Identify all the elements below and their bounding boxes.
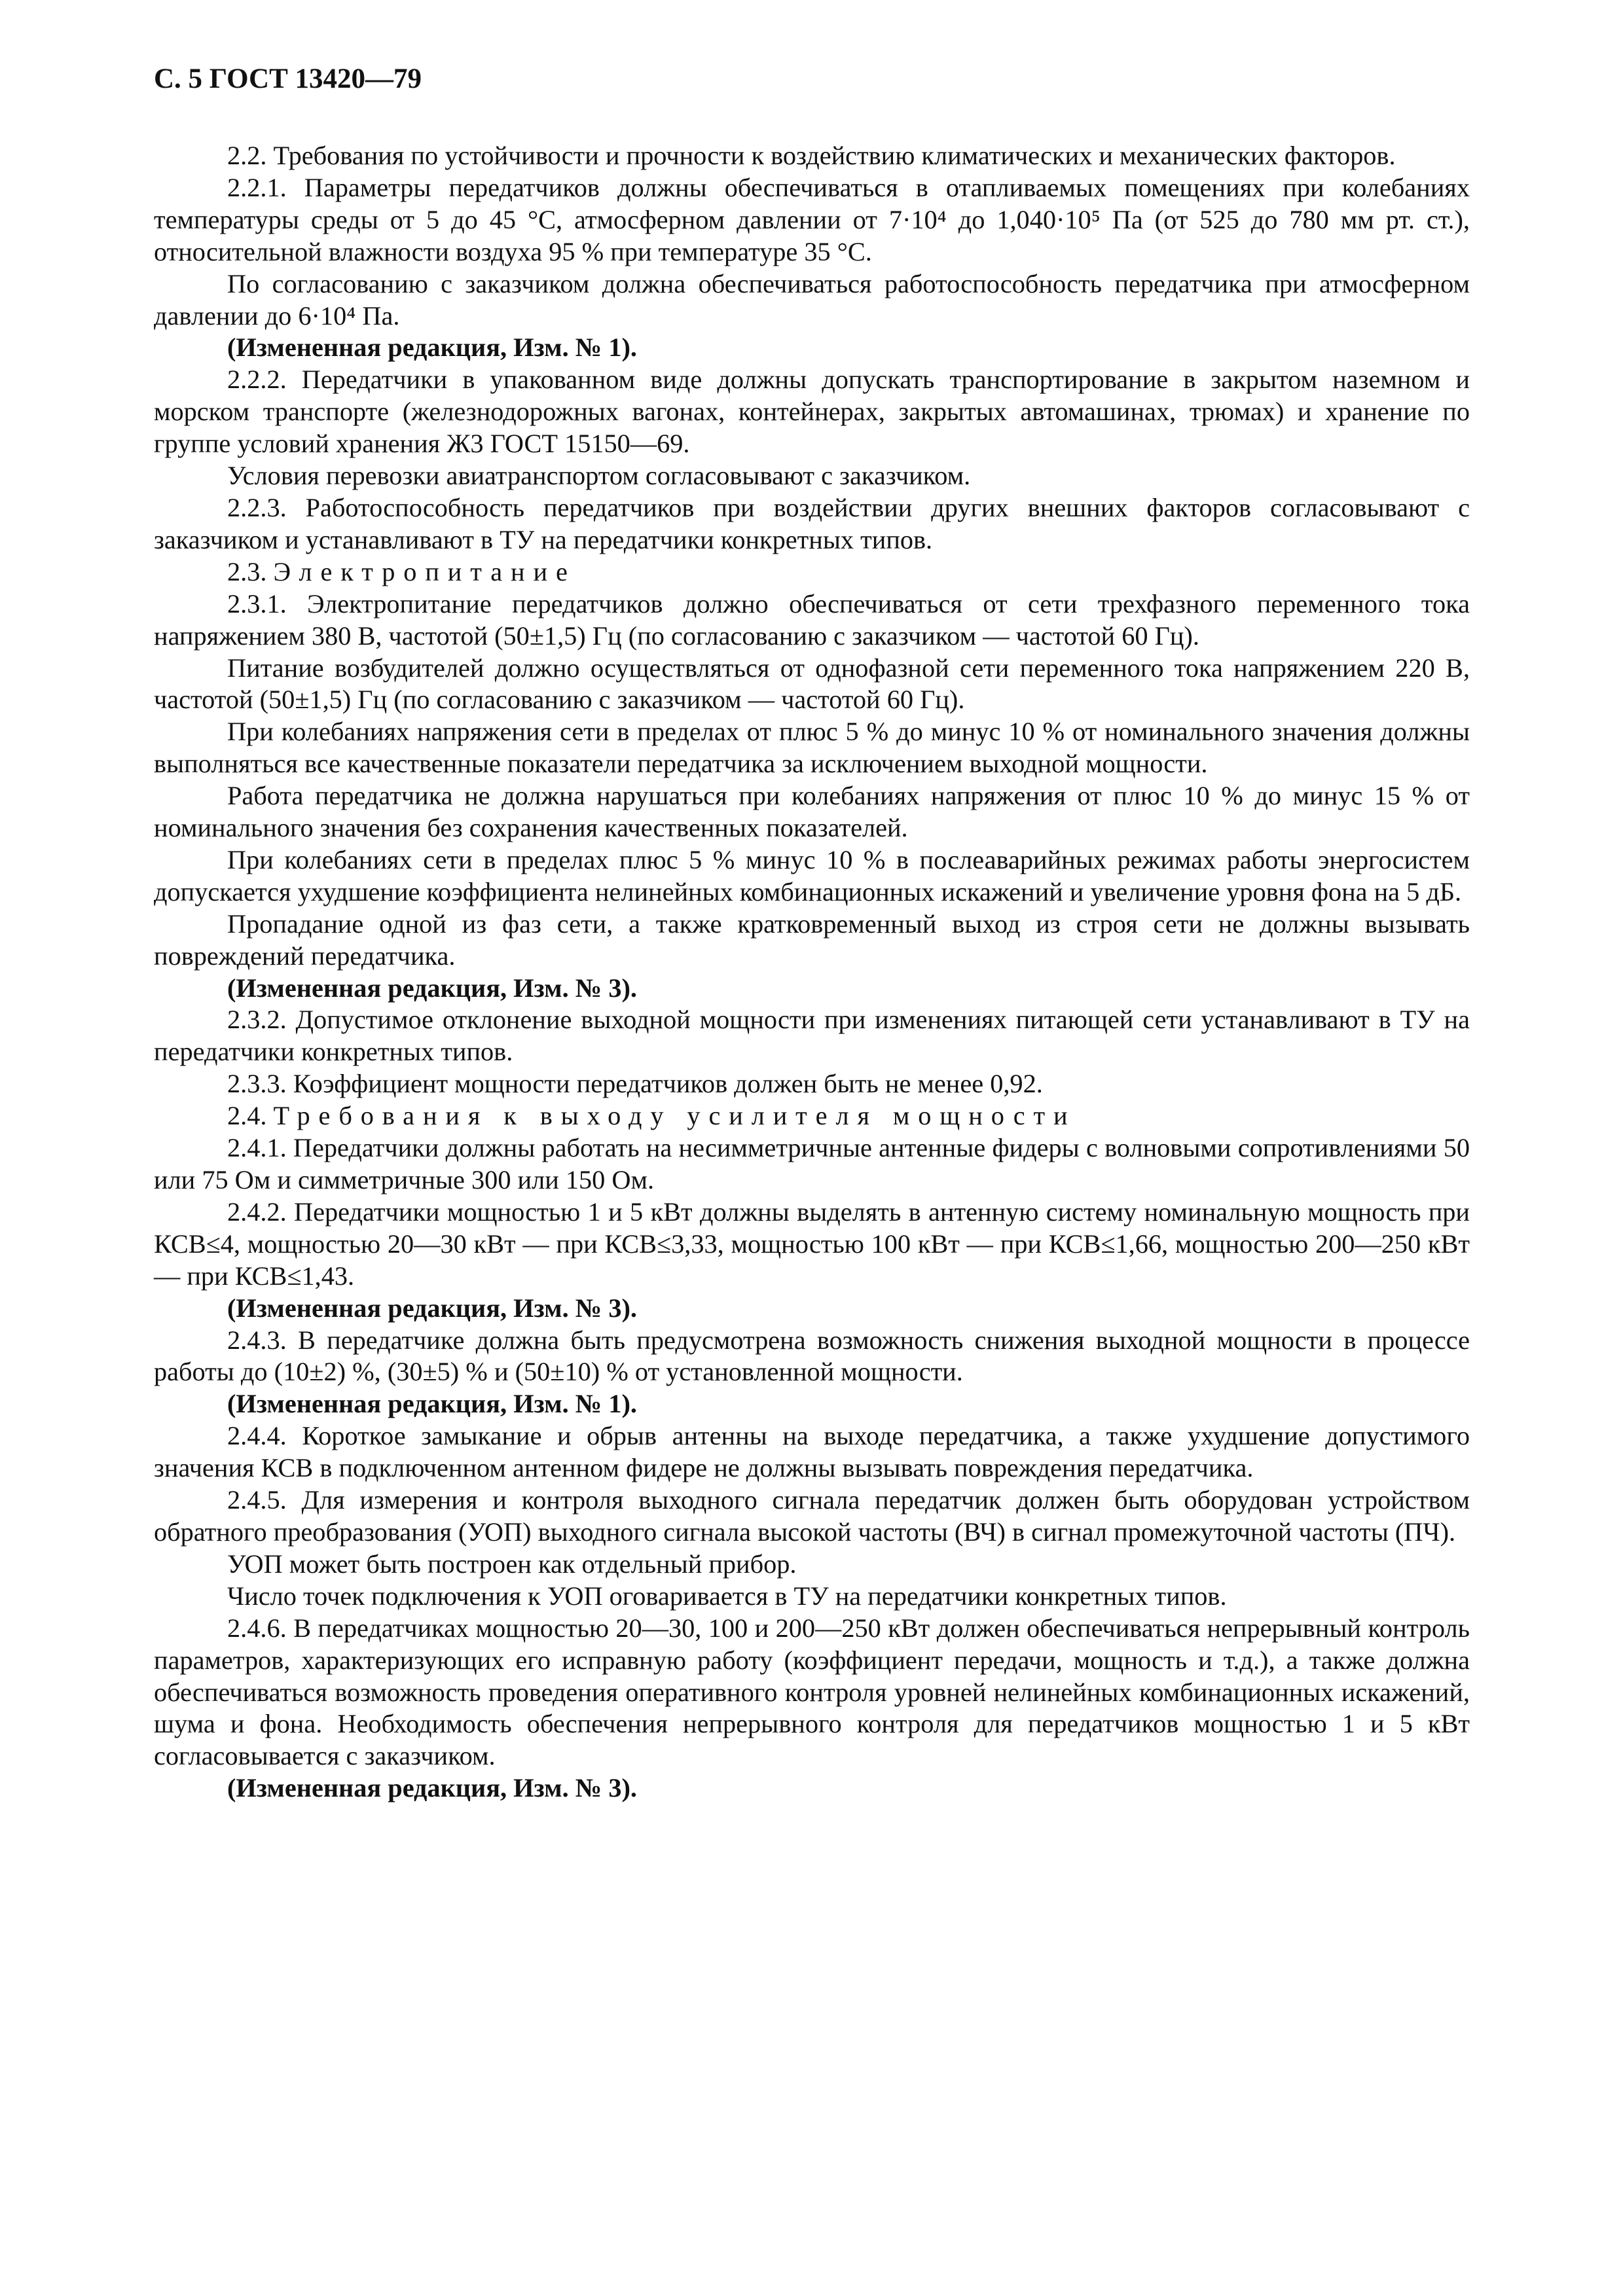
- clause-2-4-5: 2.4.5. Для измерения и контроля выходного сигнала передатчик должен быть оборудован устройством обратного преобразования (УОП) выходного сигнала высокой частоты (ВЧ) в сигнал промежуточной частоты (ПЧ).: [154, 1485, 1470, 1547]
- clause-2-4-4: 2.4.4. Короткое замыкание и обрыв антенны на выходе передатчика, а также ухудшение допустимого значения КСВ в подключенном антенном фидере не должны вызывать повреждения передатчика.: [154, 1421, 1470, 1483]
- section-2-3-heading: [154, 556, 1470, 588]
- clause-2-4-6: 2.4.6. В передатчиках мощностью 20—30, 100 и 200—250 кВт должен обеспечиваться непрерывный контроль параметров, характеризующих его исправную работу (коэффициент передачи, мощность и т.д.), а также должна обеспечиваться возможность проведения оперативного контроля уровней нелинейных комбинационных искажений, шума и фона. Необходимость обеспечения непрерывного контроля для передатчиков мощностью 1 и 5 кВт согласовывается с заказчиком.: [154, 1613, 1470, 1771]
- page-header: С. 5 ГОСТ 13420—79: [154, 63, 422, 94]
- clause-2-3-3: 2.3.3. Коэффициент мощности передатчиков должен быть не менее 0,92.: [227, 1069, 1043, 1099]
- clause-2-3-2: 2.3.2. Допустимое отклонение выходной мощности при изменениях питающей сети устанавливают в ТУ на передатчики конкретных типов.: [154, 1005, 1470, 1067]
- clause-2-2-2: 2.2.2. Передатчики в упакованном виде должны допускать транспортирование в закрытом наземном и морском транспорте (железнодорожных вагонах, контейнерах, закрытых автомашинах, трюмах) и хранение по группе условий хранения Ж3 ГОСТ 15150—69.: [154, 365, 1470, 459]
- clause-2-4-3: 2.4.3. В передатчике должна быть предусмотрена возможность снижения выходной мощности в процессе работы до (10±2) %, (30±5) % и (50±10) % от установленной мощности.: [154, 1325, 1470, 1387]
- clause-2-4-2: 2.4.2. Передатчики мощностью 1 и 5 кВт должны выделять в антенную систему номинальную мощность при КСВ≤4, мощностью 20—30 кВт — при КСВ≤3,33, мощностью 100 кВт — при КСВ≤1,66, мощностью 200—250 кВт — при КСВ≤1,43.: [154, 1196, 1470, 1291]
- amendment-note: (Измененная редакция, Изм. № 1).: [227, 332, 637, 363]
- paragraph: Пропадание одной из фаз сети, а также кратковременный выход из строя сети не должны вызывать повреждений передатчика.: [154, 908, 1470, 971]
- paragraph: Питание возбудителей должно осуществляться от однофазной сети переменного тока напряжением 220 В, частотой (50±1,5) Гц (по согласованию с заказчиком — частотой 60 Гц).: [154, 653, 1470, 715]
- section-2-2: 2.2. Требования по устойчивости и прочности к воздействию климатических и механических факторов.: [227, 141, 1396, 170]
- amendment-note: (Измененная редакция, Изм. № 3).: [227, 973, 637, 1003]
- paragraph: При колебаниях сети в пределах плюс 5 % минус 10 % в послеаварийных режимах работы энергосистем допускается ухудшение коэффициента нелинейных комбинационных искажений и увеличение уровня фона на 5 дБ.: [154, 844, 1470, 906]
- paragraph: При колебаниях напряжения сети в пределах от плюс 5 % до минус 10 % от номинального значения должны выполняться все качественные показатели передатчика за исключением выходной мощности.: [154, 717, 1470, 779]
- document-page: [154, 62, 1470, 1804]
- paragraph: Число точек подключения к УОП оговаривается в ТУ на передатчики конкретных типов.: [227, 1581, 1227, 1611]
- clause-2-2-1: 2.2.1. Параметры передатчиков должны обеспечиваться в отапливаемых помещениях при колебаниях температуры среды от 5 до 45 °С, атмосферном давлении от 7·10⁴ до 1,040·10⁵ Па (от 525 до 780 мм рт. ст.), относительной влажности воздуха 95 % при температуре 35 °С.: [154, 172, 1470, 266]
- clause-2-2-3: 2.2.3. Работоспособность передатчиков при воздействии других внешних факторов согласовывают с заказчиком и устанавливают в ТУ на передатчики конкретных типов.: [154, 492, 1470, 554]
- section-number: 2.3.: [227, 556, 267, 586]
- clause-2-3-1: 2.3.1. Электропитание передатчиков должно обеспечиваться от сети трехфазного переменного тока напряжением 380 В, частотой (50±1,5) Гц (по согласованию с заказчиком — частотой 60 Гц).: [154, 588, 1470, 651]
- section-2-4-heading: [154, 1100, 1470, 1132]
- amendment-note: (Измененная редакция, Изм. № 3).: [227, 1773, 637, 1803]
- paragraph: По согласованию с заказчиком должна обеспечиваться работоспособность передатчика при атмосферном давлении до 6·10⁴ Па.: [154, 268, 1470, 331]
- clause-2-4-1: 2.4.1. Передатчики должны работать на несимметричные антенные фидеры с волновыми сопротивлениями 50 или 75 Ом и симметричные 300 или 150 Ом.: [154, 1133, 1470, 1194]
- paragraph: Условия перевозки авиатранспортом согласовывают с заказчиком.: [227, 461, 971, 491]
- paragraph: Работа передатчика не должна нарушаться при колебаниях напряжения от плюс 10 % до минус 15 % от номинального значения без сохранения качественных показателей.: [154, 781, 1470, 843]
- section-title: Электропитание: [273, 556, 576, 586]
- paragraph: УОП может быть построен как отдельный прибор.: [227, 1549, 797, 1579]
- section-number: 2.4.: [227, 1101, 267, 1131]
- amendment-note: (Измененная редакция, Изм. № 3).: [227, 1293, 637, 1323]
- document-body: [154, 140, 1470, 1804]
- section-title: Требования к выходу усилителя мощности: [273, 1101, 1076, 1131]
- amendment-note: (Измененная редакция, Изм. № 1).: [227, 1389, 637, 1419]
